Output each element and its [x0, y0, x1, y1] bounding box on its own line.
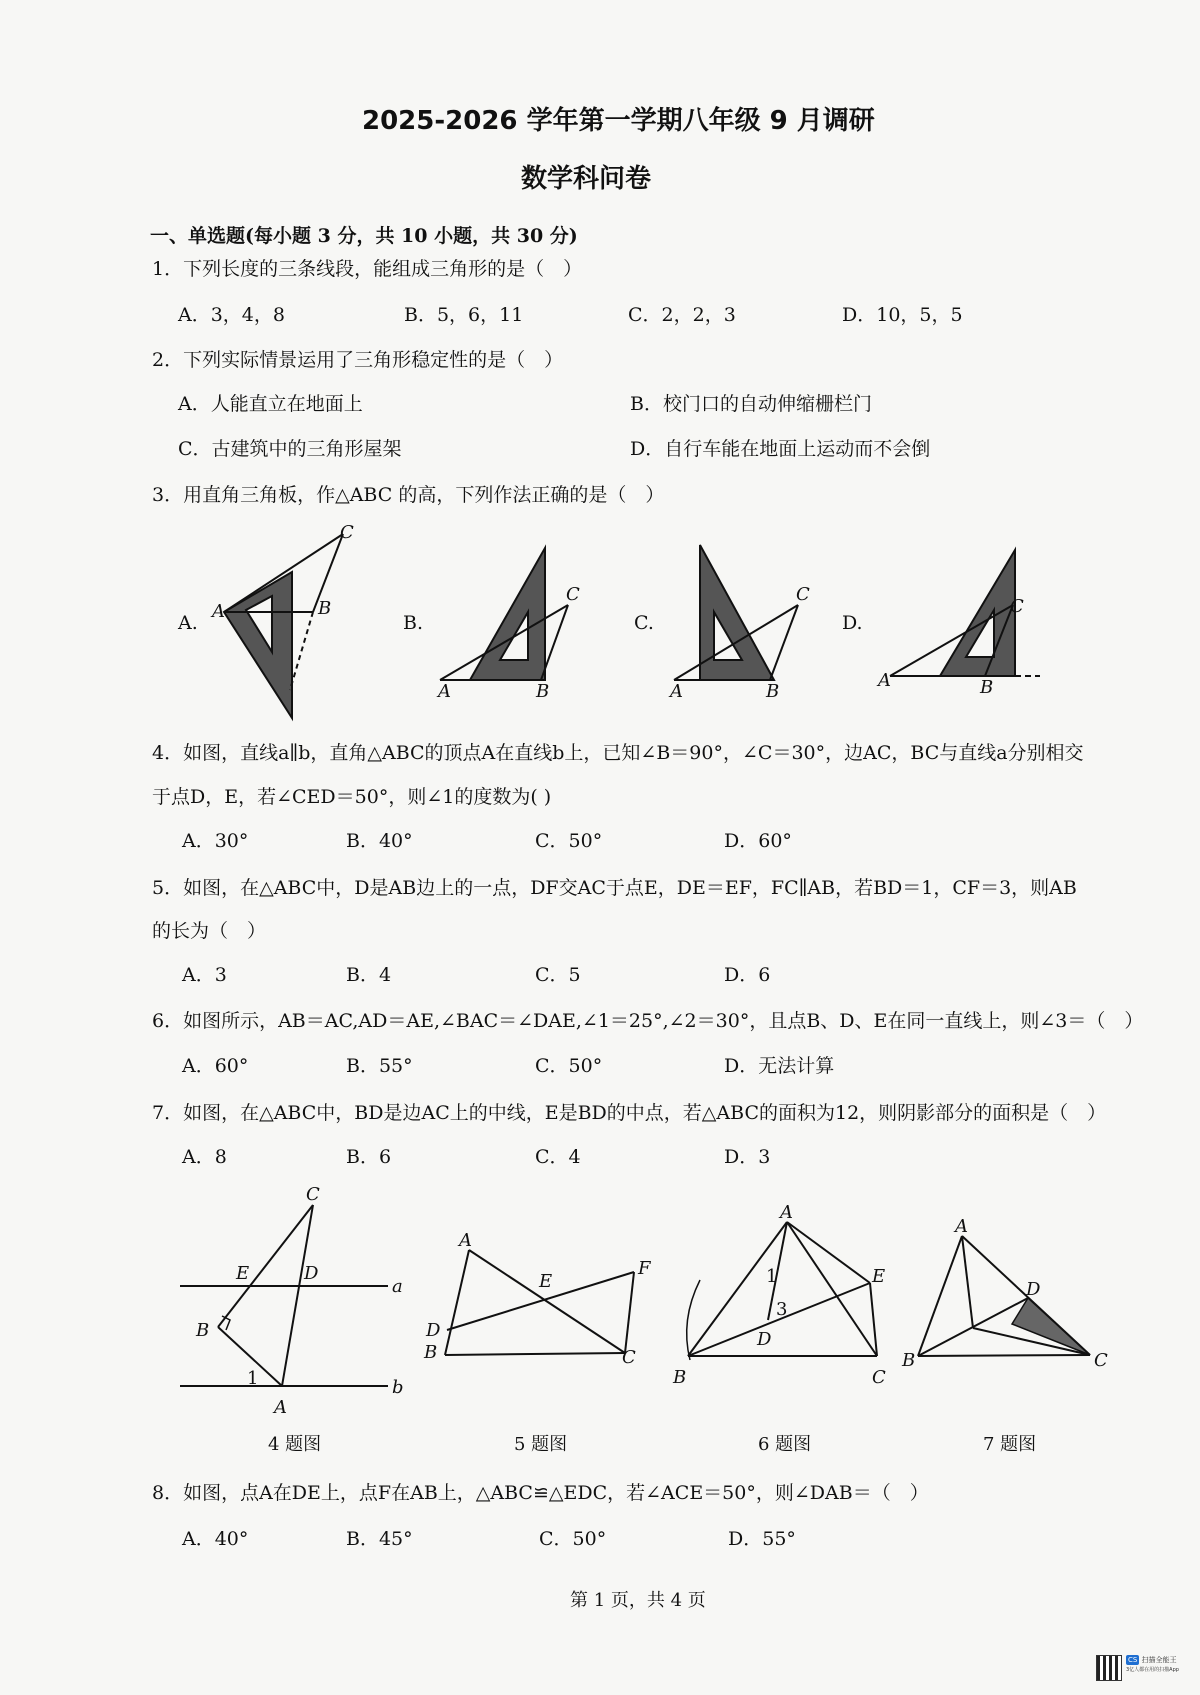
q6-option-a: A．60°	[182, 1055, 249, 1077]
qr-code-icon	[1096, 1655, 1122, 1681]
q6-stem: 6．如图所示，AB＝AC,AD＝AE,∠BAC＝∠DAE,∠1＝25°,∠2＝30°，且点B、D、E在同一直线上，则∠3＝（ ）	[152, 1010, 1144, 1032]
svg-text:A: A	[780, 1202, 793, 1223]
svg-text:C: C	[340, 522, 354, 543]
q1-option-d: D．10，5，5	[842, 304, 963, 326]
q4-stem-line1: 4．如图，直线a∥b，直角△ABC的顶点A在直线b上，已知∠B＝90°，∠C＝30°，边AC，BC与直线a分别相交	[152, 742, 1084, 764]
svg-text:1: 1	[766, 1266, 778, 1287]
q3-figure-a	[200, 520, 360, 720]
q8-option-b: B．45°	[346, 1528, 413, 1550]
q7-option-b: B．6	[346, 1146, 392, 1168]
figure-5	[420, 1230, 660, 1370]
svg-text:E: E	[539, 1271, 553, 1292]
q7-option-c: C．4	[535, 1146, 581, 1168]
q2-option-c: C．古建筑中的三角形屋架	[178, 438, 402, 460]
q5-stem-line2: 的长为（ ）	[152, 920, 267, 942]
svg-text:E: E	[872, 1266, 886, 1287]
q2-option-b: B．校门口的自动伸缩栅栏门	[630, 393, 872, 415]
q1-stem: 1．下列长度的三条线段，能组成三角形的是（ ）	[152, 258, 583, 280]
section-heading: 一、单选题(每小题 3 分，共 10 小题，共 30 分)	[150, 225, 578, 247]
figure-6	[670, 1200, 910, 1400]
svg-text:E: E	[236, 1263, 250, 1284]
svg-text:C: C	[306, 1184, 320, 1205]
svg-text:A: A	[459, 1230, 472, 1251]
q7-option-d: D．3	[724, 1146, 771, 1168]
q8-option-d: D．55°	[728, 1528, 796, 1550]
svg-text:B: B	[536, 681, 550, 702]
figure-4	[170, 1175, 410, 1418]
q6-option-d: D．无法计算	[724, 1055, 835, 1077]
scanner-watermark	[1126, 1655, 1186, 1681]
svg-text:B: B	[424, 1342, 438, 1363]
exam-subtitle: 数学科问卷	[521, 164, 652, 194]
scanner-label: 扫描全能王	[1141, 1656, 1177, 1664]
q5-option-a: A．3	[182, 964, 227, 986]
scanner-sub: 3亿人都在用的扫描App	[1126, 1667, 1179, 1673]
svg-text:C: C	[796, 584, 810, 605]
q3-option-a: A.	[178, 612, 198, 634]
figure-4-caption: 4 题图	[268, 1434, 322, 1455]
svg-text:D: D	[1026, 1279, 1041, 1300]
q3-option-d: D.	[842, 612, 863, 634]
q4-option-a: A．30°	[182, 830, 249, 852]
q3-stem: 3．用直角三角板，作△ABC 的高，下列作法正确的是（ ）	[152, 484, 665, 506]
q8-option-a: A．40°	[182, 1528, 249, 1550]
svg-text:D: D	[426, 1320, 441, 1341]
svg-text:1: 1	[247, 1368, 259, 1389]
svg-text:A: A	[274, 1397, 287, 1418]
q7-stem: 7．如图，在△ABC中，BD是边AC上的中线，E是BD的中点，若△ABC的面积为12，则阴影部分的面积是（ ）	[152, 1102, 1107, 1124]
page-footer: 第 1 页，共 4 页	[570, 1590, 706, 1611]
q2-stem: 2．下列实际情景运用了三角形稳定性的是（ ）	[152, 349, 564, 371]
q1-option-c: C．2，2，3	[628, 304, 736, 326]
q5-option-d: D．6	[724, 964, 771, 986]
svg-text:C: C	[622, 1347, 636, 1368]
exam-title: 2025-2026 学年第一学期八年级 9 月调研	[362, 106, 875, 136]
figure-6-caption: 6 题图	[758, 1434, 812, 1455]
svg-text:B: B	[766, 681, 780, 702]
svg-text:b: b	[392, 1377, 404, 1398]
q4-option-b: B．40°	[346, 830, 413, 852]
q8-option-c: C．50°	[539, 1528, 607, 1550]
svg-text:B: B	[196, 1320, 210, 1341]
q3-figure-d	[870, 540, 1050, 700]
q4-option-d: D．60°	[724, 830, 792, 852]
q8-stem: 8．如图，点A在DE上，点F在AB上，△ABC≌△EDC，若∠ACE＝50°，则∠DAB＝（ ）	[152, 1482, 929, 1504]
q3-figure-c	[660, 535, 820, 700]
svg-text:A: A	[212, 601, 225, 622]
svg-text:A: A	[438, 681, 451, 702]
svg-text:a: a	[392, 1276, 403, 1297]
svg-text:A: A	[878, 670, 891, 691]
svg-text:C: C	[1010, 596, 1024, 617]
q6-option-b: B．55°	[346, 1055, 413, 1077]
svg-text:D: D	[304, 1263, 319, 1284]
svg-text:C: C	[566, 584, 580, 605]
figure-7	[900, 1216, 1120, 1380]
svg-text:C: C	[1094, 1350, 1108, 1371]
q2-option-a: A．人能直立在地面上	[178, 393, 363, 415]
figure-5-caption: 5 题图	[514, 1434, 568, 1455]
q3-figure-b	[430, 540, 590, 700]
q4-option-c: C．50°	[535, 830, 603, 852]
svg-text:B: B	[902, 1350, 916, 1371]
q2-option-d: D．自行车能在地面上运动而不会倒	[630, 438, 931, 460]
svg-text:B: B	[673, 1367, 687, 1388]
q6-option-c: C．50°	[535, 1055, 603, 1077]
q5-option-c: C．5	[535, 964, 581, 986]
q4-stem-line2: 于点D，E，若∠CED＝50°，则∠1的度数为( )	[152, 786, 552, 808]
q5-stem-line1: 5．如图，在△ABC中，D是AB边上的一点，DF交AC于点E，DE＝EF，FC∥AB，若BD＝1，CF＝3，则AB	[152, 877, 1077, 899]
q5-option-b: B．4	[346, 964, 392, 986]
q1-option-a: A．3，4，8	[178, 304, 285, 326]
q7-option-a: A．8	[182, 1146, 227, 1168]
svg-text:B: B	[980, 677, 994, 698]
scanner-logo: CS	[1128, 1656, 1138, 1664]
q1-option-b: B．5，6，11	[404, 304, 524, 326]
svg-text:A: A	[955, 1216, 968, 1237]
q3-option-c: C.	[634, 612, 654, 634]
svg-text:3: 3	[776, 1299, 788, 1320]
svg-text:F: F	[638, 1258, 651, 1279]
svg-text:B: B	[318, 598, 332, 619]
figure-7-caption: 7 题图	[983, 1434, 1037, 1455]
svg-text:A: A	[670, 681, 683, 702]
svg-text:D: D	[757, 1329, 772, 1350]
svg-text:C: C	[872, 1367, 886, 1388]
q3-option-b: B.	[403, 612, 424, 634]
